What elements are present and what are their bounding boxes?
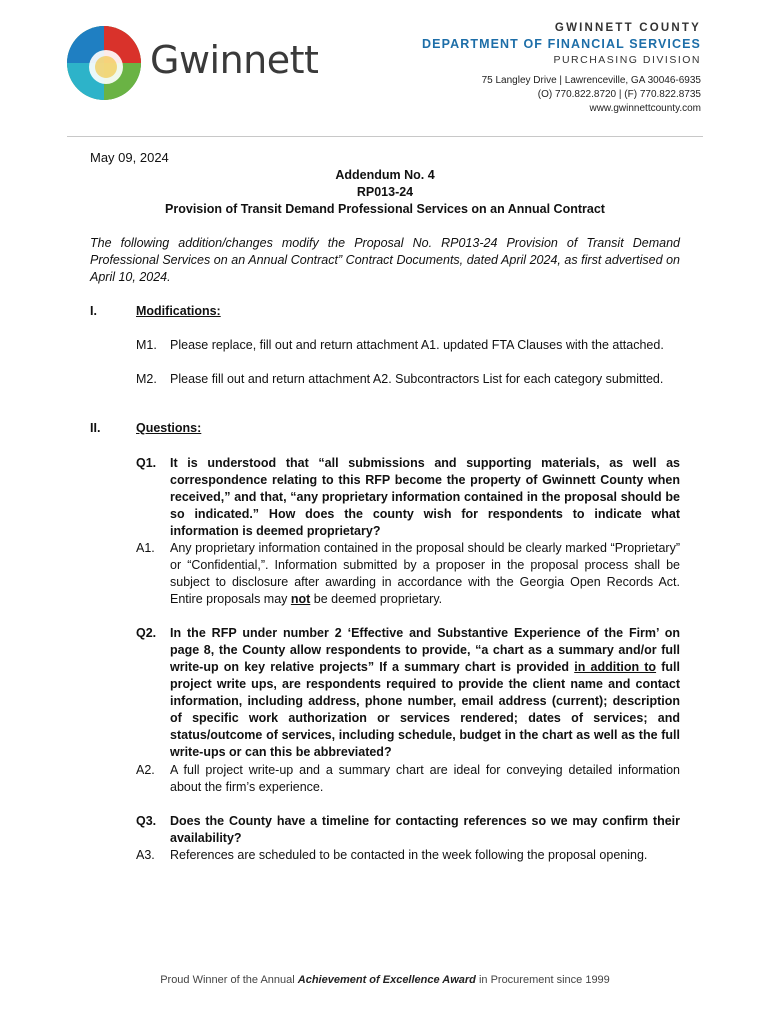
item-tag: A3.: [136, 848, 155, 862]
item-tag: M2.: [136, 372, 157, 386]
footer-after: in Procurement since 1999: [475, 974, 610, 986]
answer-text: Any proprietary information contained in the proposal should be clearly marked “Proprietary” or “Confidential,”. Information submitted by a proposer in the proposal process shall be subject to disclosure after awarding in accordance with the Georgia Open Records Act. Entire proposals may: [170, 541, 680, 606]
website-link[interactable]: www.gwinnettcounty.com: [589, 103, 701, 114]
section-1-title: Modifications:: [136, 304, 221, 318]
address: 75 Langley Drive | Lawrenceville, GA 30046-6935: [481, 75, 701, 86]
answer-3: [136, 847, 680, 864]
item-tag: Q2.: [136, 626, 157, 640]
answer-text: A full project write-up and a summary chart are ideal for conveying detailed information about the firm’s experience.: [170, 763, 680, 794]
gwinnett-logo-icon: [66, 25, 142, 101]
list-item: [136, 337, 680, 354]
division-name: PURCHASING DIVISION: [553, 54, 701, 66]
phone-fax: (O) 770.822.8720 | (F) 770.822.8735: [537, 89, 701, 100]
header-divider: [67, 136, 703, 137]
section-1-number: I.: [90, 304, 97, 318]
intro-paragraph: The following addition/changes modify the Proposal No. RP013-24 Provision of Transit Demand Professional Services on an Annual Contract” Contract Documents, dated April 2024, as first advertised on April 10, 2024.: [90, 236, 680, 284]
contract-title: Provision of Transit Demand Professional Services on an Annual Contract: [165, 202, 605, 216]
document-date: May 09, 2024: [90, 150, 169, 165]
item-tag: Q3.: [136, 814, 157, 828]
rfp-number: RP013-24: [356, 185, 414, 199]
section-2-number: II.: [90, 421, 101, 435]
question-text: It is understood that “all submissions and supporting materials, as well as correspondence relating to this RFP become the property of Gwinnett County when received,” and that, “any proprietary information contained in the proposal should be so indicated.” How does the county wish for respondents to indicate what information is deemed proprietary?: [170, 456, 680, 538]
letterhead: [422, 22, 701, 116]
item-tag: M1.: [136, 338, 157, 352]
question-text-end: full project write ups, are respondents required to provide the client name and contact information, including address, phone number, email address (current); description of specific work authorization or services rendered; dates of services; and status/outcome of services, including schedule, budget in the chart as well as the full write-ups or can this be abbreviated?: [170, 660, 680, 759]
county-name: GWINNETT COUNTY: [554, 22, 701, 34]
question-emphasis: in addition to: [574, 660, 657, 674]
answer-2: [136, 762, 680, 796]
question-1: [136, 455, 680, 540]
item-tag: A2.: [136, 763, 155, 777]
list-item: [136, 371, 680, 388]
addendum-number: Addendum No. 4: [335, 168, 435, 182]
question-text: In the RFP under number 2 ‘Effective and Substantive Experience of the Firm’ on page 8, the County allow respondents to provide, “a chart as a summary and/or full write-up on key relative projects” If a summary chart is provided: [170, 626, 680, 674]
item-text: Please fill out and return attachment A2. Subcontractors List for each category submitted.: [170, 372, 664, 386]
section-2-title: Questions:: [136, 421, 202, 435]
question-3: [136, 813, 680, 847]
footer-award-name: Achievement of Excellence Award: [297, 974, 476, 986]
item-tag: Q1.: [136, 456, 157, 470]
answer-1: [136, 540, 680, 608]
department-name: DEPARTMENT OF FINANCIAL SERVICES: [422, 37, 701, 51]
footer-before: Proud Winner of the Annual: [160, 974, 298, 986]
logo-wordmark: Gwinnett: [150, 38, 319, 82]
answer-emphasis: not: [290, 592, 311, 606]
footer-award: [0, 974, 770, 986]
question-text: Does the County have a timeline for contacting references so we may confirm their availability?: [170, 814, 680, 845]
question-2: [136, 625, 680, 761]
item-text: Please replace, fill out and return attachment A1. updated FTA Clauses with the attached.: [170, 338, 664, 352]
answer-text: References are scheduled to be contacted in the week following the proposal opening.: [170, 848, 648, 862]
item-tag: A1.: [136, 541, 155, 555]
answer-text-end: be deemed proprietary.: [310, 592, 443, 606]
